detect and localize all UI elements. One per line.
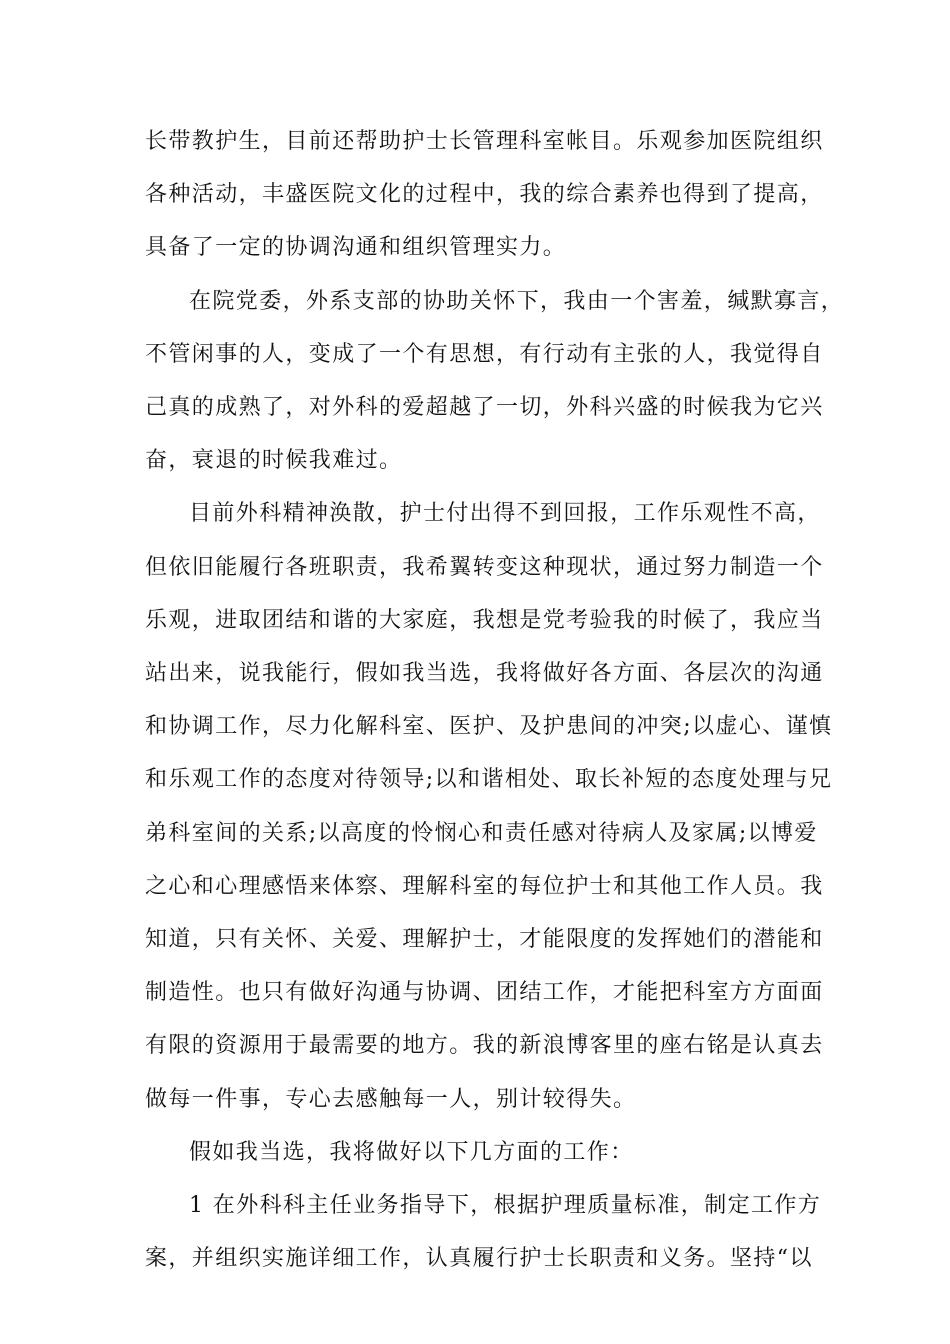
text-line: 站出来，说我能行，假如我当选，我将做好各方面、各层次的沟通 [145,661,824,686]
text-line: 做每一件事，专心去感触每一人，别计较得失。 [145,1086,637,1112]
text-line: 各种活动，丰盛医院文化的过程中，我的综合素养也得到了提高， [145,182,824,208]
text-line: 在院党委，外系支部的协助关怀下，我由一个害羞，缄默寡言， [189,288,845,314]
text-line: 己真的成熟了，对外科的爱超越了一切，外科兴盛的时候我为它兴 [145,395,824,420]
text-line: 奋，衰退的时候我难过。 [145,448,403,474]
text-line: 目前外科精神涣散，护士付出得不到回报，工作乐观性不高， [189,501,821,527]
text-line: 和协调工作，尽力化解科室、医护、及护患间的冲突;以虚心、谨慎 [145,714,833,740]
text-line: 有限的资源用于最需要的地方。我的新浪博客里的座右铭是认真去 [145,1033,824,1059]
text-line: 不管闲事的人，变成了一个有思想，有行动有主张的人，我觉得自 [145,341,824,367]
text-line: 具备了一定的协调沟通和组织管理实力。 [145,235,567,261]
text-line: 之心和心理感悟来体察、理解科室的每位护士和其他工作人员。我 [145,873,824,899]
text-line: 乐观，进取团结和谐的大家庭，我想是党考验我的时候了，我应当 [145,607,824,633]
text-line: 制造性。也只有做好沟通与协调、团结工作，才能把科室方方面面 [145,980,824,1006]
text-line: 弟科室间的关系;以高度的怜悯心和责任感对待病人及家属;以博爱 [145,820,818,846]
text-line: 假如我当选，我将做好以下几方面的工作： [189,1139,634,1165]
text-line: 但依旧能履行各班职责，我希翼转变这种现状，通过努力制造一个 [145,554,824,580]
text-line: 知道，只有关怀、关爱、理解护士，才能限度的发挥她们的潜能和 [145,927,824,952]
text-line: 长带教护生，目前还帮助护士长管理科室帐目。乐观参加医院组织 [145,129,824,154]
text-line: 1 在外科科主任业务指导下，根据护理质量标准，制定工作方 [189,1193,822,1218]
text-line: 和乐观工作的态度对待领导;以和谐相处、取长补短的态度处理与兄 [145,767,833,793]
text-line: 案，并组织实施详细工作，认真履行护士长职责和义务。坚持“以 [145,1246,813,1272]
